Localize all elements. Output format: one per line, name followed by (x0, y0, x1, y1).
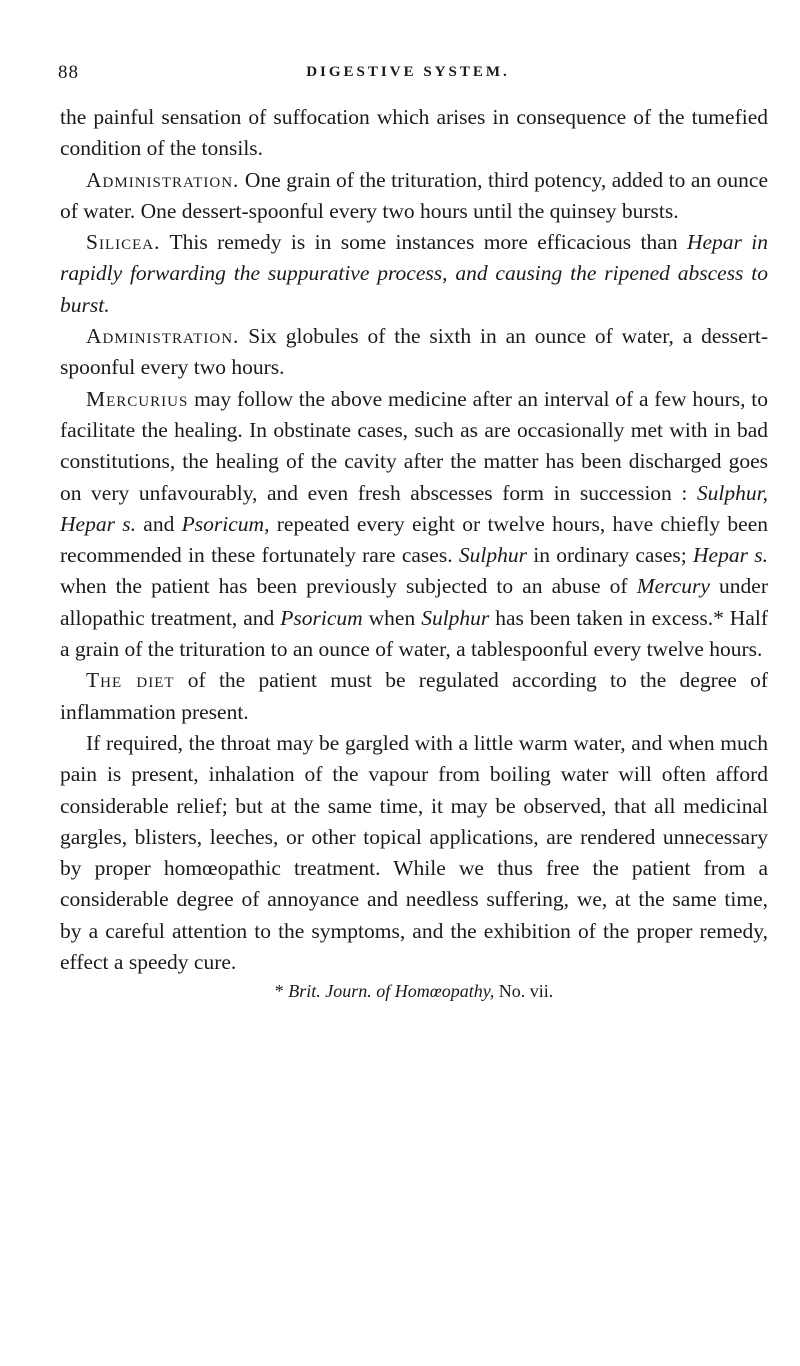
paragraph-mercurius: Mercurius may follow the above medicine after an interval of a few hours, to facilitate the healing. In obstinate cases, such as are occasionally met with in bad constitutions, the healing of the cavity after the matter has been discharged goes on very unfavourably, and even fresh abscesses form in succession : Sulphur, Hepar s. and Psoricum, repeated every eight or twelve hours, have chiefly been recommended in these fortunately rare cases. Sulphur in ordinary cases; Hepar s. when the patient has been previously subjected to an abuse of Mercury under allopathic treatment, and Psoricum when Sulphur has been taken in excess.* Half a grain of the trituration to an ounce of water, a tablespoonful every twelve hours. (60, 386, 769, 662)
section-lead: Administration. (86, 167, 240, 192)
section-lead: Silicea. (86, 230, 161, 255)
section-lead: Administration. (86, 324, 240, 349)
page-header (58, 62, 758, 90)
footnote: * Brit. Journ. of Homœopathy, No. vii. (274, 981, 554, 1002)
paragraph-continuation: the painful sensation of suffocation which arises in consequence of the tumefied condition of the tonsils. (60, 105, 768, 161)
footnote-marker: * (274, 981, 289, 1002)
paragraph-silicea: Silicea. This remedy is in some instances more efficacious than Hepar in rapidly forwarding the suppurative process, and causing the ripened abscess to burst. (60, 230, 768, 317)
paragraph-administration-2: Administration. Six globules of the sixth in an ounce of water, a dessert-spoonful every two hours. (60, 324, 768, 380)
paragraph-administration-1: Administration. One grain of the trituration, third potency, added to an ounce of water. One dessert-spoonful every two hours until the quinsey bursts. (60, 167, 768, 223)
section-lead: Mercurius (86, 386, 189, 411)
page-number: 88 (58, 62, 79, 83)
paragraph-diet: The diet of the patient must be regulated according to the degree of inflammation present. (60, 668, 768, 724)
footnote-source: Brit. Journ. of Homœopathy, (288, 981, 495, 1002)
paragraph-gargle: If required, the throat may be gargled with a little warm water, and when much pain is present, inhalation of the vapour from boiling water will often afford considerable relief; but at the same time, it may be observed, that all medicinal gargles, blisters, leeches, or other topical applications, are rendered unnecessary by proper homœopathic treatment. While we thus free the patient from a considerable degree of annoyance and needless suffering, we, at the same time, by a careful attention to the symptoms, and the exhibition of the proper remedy, effect a speedy cure. (60, 730, 768, 975)
page-body (60, 102, 768, 1004)
running-head: DIGESTIVE SYSTEM. (306, 64, 510, 80)
section-lead: The diet (86, 668, 175, 693)
